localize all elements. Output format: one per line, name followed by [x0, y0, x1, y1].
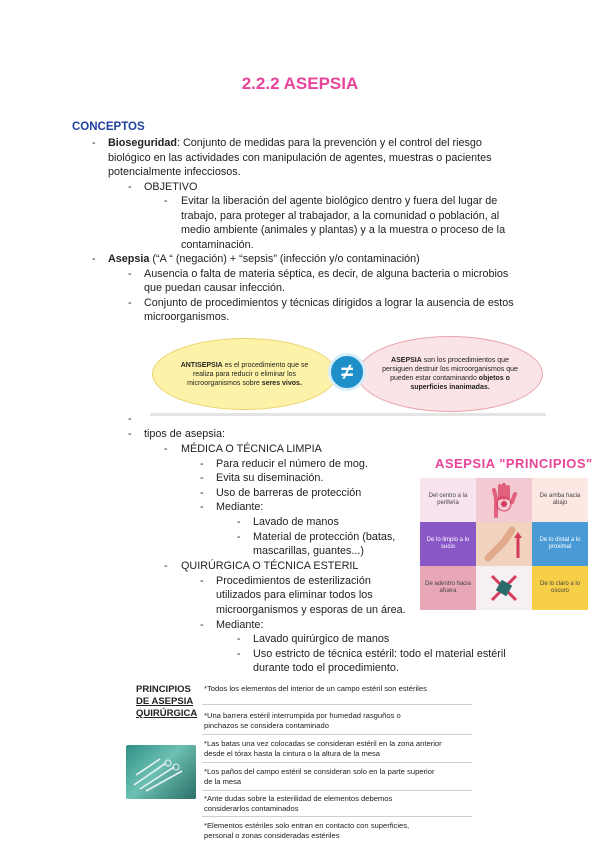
bullet-dash: - [200, 501, 204, 513]
quirurgica-proc-2: utilizados para eliminar todos los [216, 589, 373, 601]
quirurgica-mediante-3: durante todo el procedimiento. [253, 662, 399, 674]
bullet-dash: - [200, 575, 204, 587]
inside-out-icon [476, 566, 532, 610]
bullet-dash: - [164, 560, 168, 572]
principios-panel-title: ASEPSIA "PRINCIPIOS" [435, 456, 593, 471]
objetivo-label: OBJETIVO [144, 181, 198, 193]
objetivo-line-1: Evitar la liberación del agente biológico dentro y fuera del lugar de [181, 195, 498, 207]
antisepsia-bubble: ANTISEPSIA es el procedimiento que se realiza para reducir o eliminar los microorganismos sobre seres vivos. [152, 338, 337, 410]
objetivo-line-4: contaminación. [181, 239, 254, 251]
asepsia-bubble: ASEPSIA son los procedimientos que persiguen destruir los microorganismos que pueden estar contaminando objetos o superficies inanimadas. [357, 336, 543, 412]
bio-line-3: potencialmente infecciosos. [108, 166, 241, 178]
principio-cell: De lo distal a lo proximal [532, 522, 588, 566]
principio-cell: De adentro hacia afuera [420, 566, 476, 610]
section-heading: CONCEPTOS [72, 121, 145, 133]
asepsia-definition: Asepsia (“A “ (negación) + “sepsis” (infección y/o contaminación) [108, 253, 420, 265]
medica-item-4: Mediante: [216, 501, 264, 513]
hand-icon [476, 478, 532, 522]
medica-mediante-1: Lavado de manos [253, 516, 339, 528]
medica-item-2: Evita su diseminación. [216, 472, 324, 484]
tabla-row-2: *Una barrera estéril interrumpida por humedad rasguños o pinchazos se considera contaminado [204, 711, 401, 730]
asepsia-item-2b: microorganismos. [144, 311, 230, 323]
bullet-dash: - [237, 531, 241, 543]
objetivo-line-3: medio ambiente (animales y plantas) y a la muestra o proceso de la [181, 224, 506, 236]
tabla-row-5: *Ante dudas sobre la esterilidad de elementos debemos considerarlos contaminados [204, 794, 393, 813]
objetivo-line-2: trabajo, para proteger al trabajador, a la comunidad o población, al [181, 210, 500, 222]
bullet-dash: - [128, 413, 132, 425]
bullet-dash: - [200, 458, 204, 470]
bullet-dash: - [128, 181, 132, 193]
medica-label: MÉDICA O TÉCNICA LIMPIA [181, 443, 322, 455]
tabla-row-6: *Elementos estériles solo entran en contacto con superficies, personal o zonas consideradas estériles [204, 821, 410, 840]
tabla-row-3: *Las batas una vez colocadas se consideran estéril en la zona anterior desde el tórax hasta la cintura o la altura de la mesa [204, 739, 442, 758]
bullet-dash: - [237, 633, 241, 645]
principios-grid [420, 478, 588, 610]
row-divider [202, 734, 472, 735]
quirurgica-mediante-1: Lavado quirúrgico de manos [253, 633, 390, 645]
bullet-dash: - [200, 487, 204, 499]
arm-icon [476, 522, 532, 566]
bullet-dash: - [237, 648, 241, 660]
tabla-title: PRINCIPIOS DE ASEPSIA QUIRÚRGICA [136, 684, 198, 719]
asepsia-item-1b: que puedan causar infección. [144, 282, 286, 294]
tipos-label: tipos de asepsia: [144, 428, 226, 440]
quirurgica-mediante-2: Uso estricto de técnica estéril: todo el material estéril [253, 648, 506, 660]
quirurgica-mediante-label: Mediante: [216, 619, 264, 631]
medica-mediante-2: Material de protección (batas, [253, 531, 396, 543]
page-title: 2.2.2 ASEPSIA [241, 74, 359, 93]
bullet-dash: - [237, 516, 241, 528]
tabla-row-4: *Los paños del campo estéril se consideran solo en la parte superior de la mesa [204, 767, 435, 786]
quirurgica-proc-1: Procedimientos de esterilización [216, 575, 371, 587]
row-divider [202, 790, 472, 791]
row-divider [202, 762, 472, 763]
bullet-dash: - [92, 253, 96, 265]
bullet-dash: - [128, 297, 132, 309]
bio-line-1: Bioseguridad: Conjunto de medidas para la prevención y el control del riesgo [108, 137, 482, 149]
asepsia-item-2a: Conjunto de procedimientos y técnicas dirigidos a lograr la ausencia de estos [144, 297, 514, 309]
bullet-dash: - [164, 195, 168, 207]
bullet-dash: - [128, 428, 132, 440]
not-equal-icon: ≠ [328, 353, 366, 391]
row-divider [202, 816, 472, 817]
asepsia-item-1a: Ausencia o falta de materia séptica, es decir, de alguna bacteria o microbios [144, 268, 509, 280]
bio-line-2: biológico en las actividades con manipulación de agentes, muestras o pacientes [108, 152, 492, 164]
quirurgica-proc-3: microorganismos y esporas de un área. [216, 604, 406, 616]
medica-item-1: Para reducir el número de mog. [216, 458, 368, 470]
principio-cell: De arriba hacia abajo [532, 478, 588, 522]
row-divider [202, 704, 472, 705]
medica-item-3: Uso de barreras de protección [216, 487, 362, 499]
bullet-dash: - [164, 443, 168, 455]
surgical-instruments-photo [126, 745, 196, 799]
graphic-baseline [150, 413, 546, 416]
principio-cell: De lo limpio a lo sucio [420, 522, 476, 566]
medica-mediante-3: mascarillas, guantes...) [253, 545, 365, 557]
tabla-row-1: *Todos los elementos del interior de un campo estéril son estériles [204, 684, 427, 693]
quirurgica-label: QUIRÚRGICA O TÉCNICA ESTERIL [181, 560, 359, 572]
bullet-dash: - [200, 619, 204, 631]
bullet-dash: - [128, 268, 132, 280]
principio-cell: De lo claro a lo oscuro [532, 566, 588, 610]
principio-cell: Del centro a la periferia [420, 478, 476, 522]
bullet-dash: - [200, 472, 204, 484]
bullet-dash: - [92, 137, 96, 149]
